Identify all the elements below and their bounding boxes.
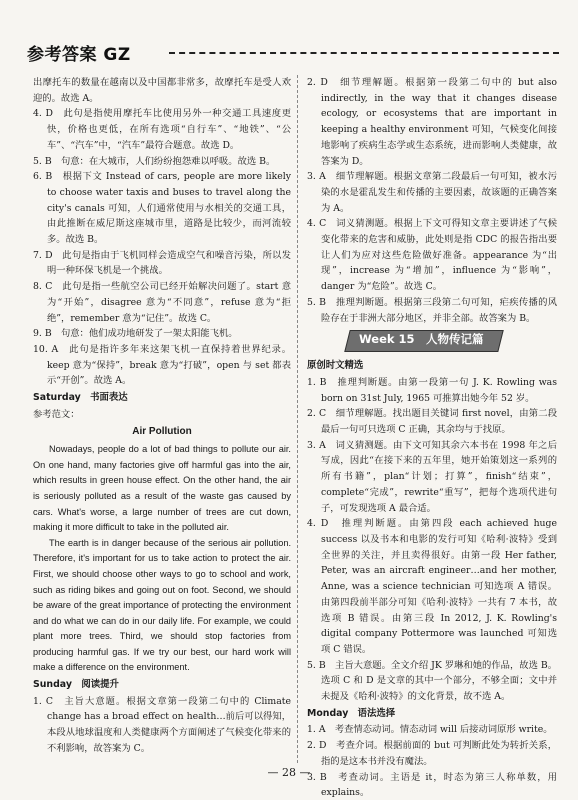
answer-item: 10. A 此句是指许多年来这架飞机一直保持着世界纪录。keep 意为“保持”，break 意为“打破”，open 与 set 都表示“开创”。故选 A。 [33,343,291,387]
answer-item: 2. C 细节理解题。找出题目关键词 first novel，由第二段最后一句可只选项 C 正确，其余均与于找原。 [307,408,557,436]
answer-item: 1. C 主旨大意题。根据文章第一段第二句中的 Climate change has a broad effect on health…前后可以得知，本段从地球温度和人类健康两个方面阐述了气候变化带来的不利影响，故答案为 C。 [33,695,291,754]
answer-item: 3. A 细节理解题。根据文章第二段最后一句可知，被水污染的水是霍乱发生和传播的主要因素，故该题的正确答案为 A。 [307,171,557,214]
essay-title: Air Pollution [132,426,192,438]
header-dashed-rule [169,52,559,54]
column-divider [297,75,298,763]
essay-paragraph: The earth is in danger because of the serious air pollution. Therefore, it's important for us to take action to protect the air. First, we should choose other ways to go to school and work, such as riding bikes and going out on foot. Second, we should be aware of the great importance of protecting the environment and do what we can do in our daily life. For example, we could plant more trees. Third, we should stop factories from producing harmful gas. If we try our best, our hard work will make a difference on the environment. [33,537,291,673]
answer-item: 8. C 此句是指一些航空公司已经开始解决问题了。start 意为“开始”，disagree 意为“不同意”，refuse 意为“拒绝”，remember 意为“记住”。故选 C。 [33,281,291,324]
answer-item: 9. B 句意：他们成功地研发了一架太阳能飞机。 [33,328,238,340]
answer-item: 5. B 推理判断题。根据第三段第二句可知，疟疾传播的风险存在于非洲大部分地区，并非全部。故答案为 B。 [307,296,557,324]
answer-item: 4. D 此句是指使用摩托车比使用另外一种交通工具速度更快，价格也更低，在所有选项“自行车”、“地铁”、“公车”、“汽车”中，“汽车”最符合题意。故选 D。 [33,108,291,151]
answer-item: 1. A 考查情态动词。情态动词 will 后接动词原形 write。 [307,724,553,736]
monday-heading: Monday 语法选择 [307,707,396,719]
saturday-heading: Saturday 书面表达 [33,392,128,404]
answer-item: 3. A 词义猜测题。由下文可知其余六本书在 1998 年之后写成，因此“在接下来的五年里，她开始策划这一系列的所有书籍”，plan“计划；打算”，finish“结束”，complete“完成”，rewrite“重写”，把每个选项代进句子，可发现选项 A 最合适。 [307,439,557,514]
answer-item: 2. D 细节理解题。根据第一段第二句中的 but also indirectly, in the way that it changes disease ecology, or ecosystems that are important in keeping a healthy environment 可知，气候变化间接地影响了疾病生态学或生态系统，进而影响人类健康，故答案为 D。 [307,77,557,167]
answer-item: 4. C 词义猜测题。根据上下文可得知文章主要讲述了气候变化带来的危害和威胁，此处则是指 CDC 的报告指出要让人们为应对这些危险做好准备。appearance 为“出现”，increase 为“增加”，influence 为“影响”，danger 为“危险”。故选 C。 [307,218,557,293]
answer-item: 1. B 推理判断题。由第一段第一句 J. K. Rowling was born on 31st July, 1965 可推算出她今年 52 岁。 [307,376,557,404]
answer-item: 5. B 句意：在大城市，人们纷纷抱怨难以呼吸。故选 B。 [33,155,276,167]
answer-item: 4. D 推理判断题。由第四段 each achieved huge success 以及书本和电影的发行可知《哈利·波特》受到全世界的关注，并且卖得很好。由第一段 Her father, Peter, was an aircraft engineer…and her mother, Anne, was a science technician 可知选项 A 错误。由第四段前半部分可知《哈利·波特》一共有 7 本书，故选项 B 错误。由第三段 In 2012, J. K. Rowling's digital company Pottermore was launched 可知选项 C 错误。 [307,518,557,655]
sample-essay-label: 参考范文： [33,408,80,420]
answer-item: 6. B 根据下文 Instead of cars, people are more likely to choose water taxis and buses to travel along the city's canals 可知，人们通常使用与水相关的交通工具，由此推断在威尼斯这座城市里，道路是比较少，而河流较多。故选 B。 [33,171,291,246]
week-banner-label: Week 15 人物传记篇 [359,332,484,347]
original-reading-heading: 原创时文精选 [307,360,364,372]
answer-item: 3. B 考查动词。主语是 it，时态为第三人称单数，用 explains。 [307,771,557,799]
answer-item: 2. D 考查介词。根据前面的 but 可判断此处为转折关系，指的是这本书并没有魔法。 [307,740,557,767]
answer-item: 出摩托车的数量在越南以及中国都非常多，故摩托车是受人欢迎的。故选 A。 [33,77,291,104]
right-column [307,75,557,801]
page-number: — 28 — [267,766,311,779]
sunday-heading: Sunday 阅读提升 [33,679,119,691]
left-column [33,75,291,757]
answer-item: 7. D 此句是指由于飞机同样会造成空气和噪音污染，所以发明一种环保飞机是一个挑战。 [33,249,291,277]
essay-paragraph: Nowadays, people do a lot of bad things to pollute our air. On one hand, many factories give off harmful gas into the air, which results in green house effect. On the other hand, the air is seriously polluted as a result of the waste gas caused by cars. What's worse, a large number of trees are cut down, making it more difficult to take in the polluted air. [33,444,291,533]
page-header [27,40,557,66]
answer-item: 5. B 主旨大意题。全文介绍 JK 罗琳和她的作品，故选 B。选项 C 和 D 是文章的其中一个部分，不够全面；文中并未提及《哈利·波特》的文化背景，故不选 A。 [307,659,557,703]
header-title: 参考答案 GZ [27,45,131,65]
week-banner [347,330,557,352]
